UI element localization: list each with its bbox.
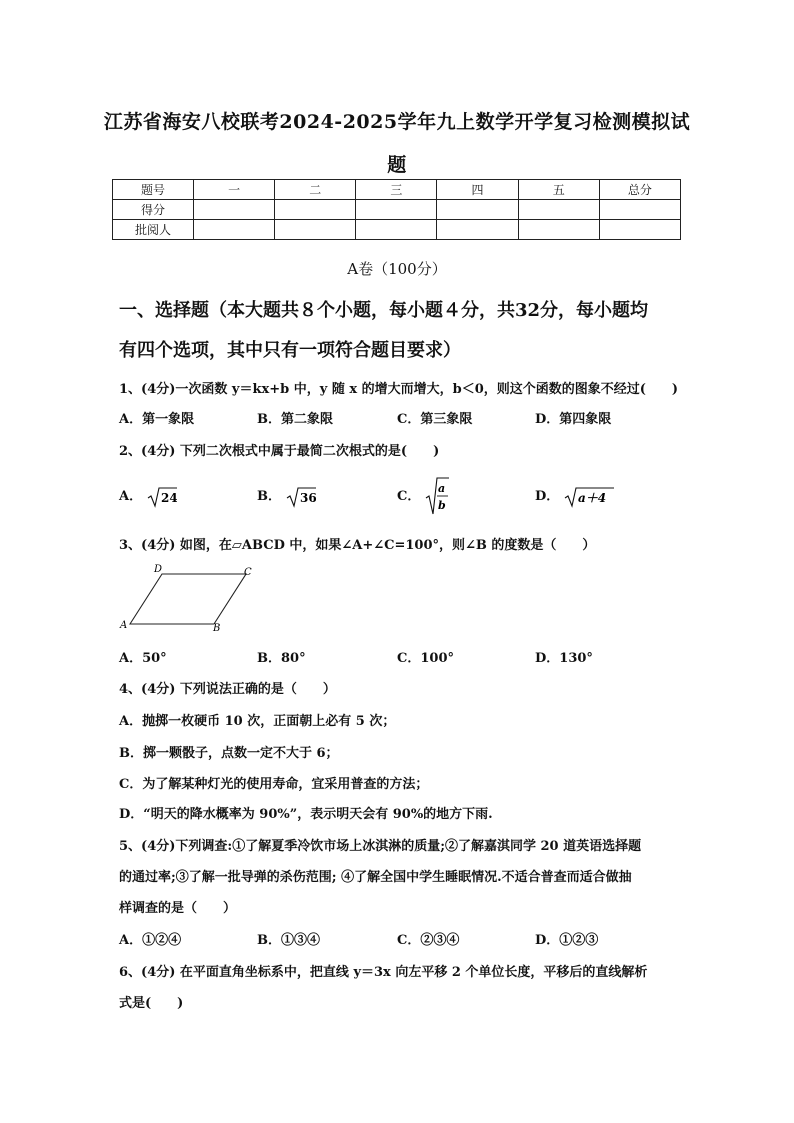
option-label: B． <box>257 489 281 504</box>
score-row-label: 批阅人 <box>113 220 194 240</box>
parallelogram-figure <box>118 560 258 634</box>
score-cell <box>437 200 518 220</box>
option-c: C．②③④ <box>397 933 460 948</box>
radicand: 36 <box>299 490 316 505</box>
radical-sign-icon <box>564 486 614 508</box>
volume-heading: A卷（100分） <box>347 260 447 278</box>
question-5-stem-line3: 样调查的是（ ） <box>119 901 237 916</box>
score-cell <box>518 220 599 240</box>
option-label: C． <box>397 489 421 504</box>
radical-sign-icon <box>286 486 316 508</box>
question-4-stem: 4、(4分) 下列说法正确的是（ ） <box>119 682 336 697</box>
option-label: A． <box>119 489 143 504</box>
option-a: A．第一象限 <box>119 412 195 427</box>
question-2-stem: 2、(4分) 下列二次根式中属于最简二次根式的是( ) <box>119 444 440 459</box>
option-c: C．100° <box>397 651 454 666</box>
section-heading-line2: 有四个选项，其中只有一项符合题目要求） <box>119 340 461 361</box>
question-5-options <box>119 929 679 951</box>
question-3-stem: 3、(4分) 如图，在▱ABCD 中，如果∠A+∠C=100°，则∠B 的度数是（ ） <box>119 538 596 553</box>
option-a <box>119 485 177 508</box>
option-d <box>535 485 614 508</box>
exam-title-line2: 题 <box>387 154 407 176</box>
option-b: B．第二象限 <box>257 412 333 427</box>
question-6-stem-line1: 6、(4分) 在平面直角坐标系中，把直线 y＝3x 向左平移 2 个单位长度，平移后的直线解析 <box>119 965 648 980</box>
vertex-label-a: A <box>120 620 128 631</box>
option-b: B．①③④ <box>257 933 320 948</box>
score-cell <box>518 200 599 220</box>
option-c <box>397 476 449 516</box>
score-header-cell: 总分 <box>599 180 680 200</box>
score-header-cell: 题号 <box>113 180 194 200</box>
score-cell <box>194 220 275 240</box>
score-cell <box>275 220 356 240</box>
score-table-row <box>113 200 681 220</box>
radicand: a＋4 <box>577 490 606 505</box>
score-cell <box>599 200 680 220</box>
numerator: a <box>437 482 446 495</box>
option-label: D． <box>535 489 560 504</box>
option-d: D．第四象限 <box>535 412 612 427</box>
score-cell <box>194 200 275 220</box>
score-table <box>112 179 681 240</box>
vertex-label-d: D <box>154 564 163 575</box>
exam-title-line1: 江苏省海安八校联考2024-2025学年九上数学开学复习检测模拟试 <box>103 111 691 133</box>
question-5-stem-line2: 的通过率;③了解一批导弹的杀伤范围; ④了解全国中学生睡眠情况.不适合普查而适合做抽 <box>119 870 632 885</box>
radical-sign-icon <box>147 486 177 508</box>
denominator: b <box>437 499 446 512</box>
score-table-row <box>113 220 681 240</box>
option-b <box>257 485 316 508</box>
score-row-label: 得分 <box>113 200 194 220</box>
option-d: D．①②③ <box>535 933 599 948</box>
vertex-label-b: B <box>213 623 221 634</box>
question-3-options <box>119 647 679 669</box>
score-header-cell: 二 <box>275 180 356 200</box>
score-table-header-row <box>113 180 681 200</box>
option-d: D．130° <box>535 651 593 666</box>
question-1-options <box>119 408 679 430</box>
section-heading-line1: 一、选择题（本大题共８个小题，每小题４分，共32分，每小题均 <box>119 300 649 321</box>
option-c: C．第三象限 <box>397 412 473 427</box>
question-6-stem-line2: 式是( ) <box>119 996 184 1011</box>
vertex-label-c: C <box>244 567 252 578</box>
score-cell <box>356 220 437 240</box>
question-4-option-c: C．为了解某种灯光的使用寿命，宜采用普查的方法； <box>119 777 429 792</box>
question-1-stem: 1、(4分)一次函数 y＝kx+b 中，y 随 x 的增大而增大，b＜0，则这个函数的图象不经过( ) <box>119 382 679 397</box>
score-cell <box>599 220 680 240</box>
question-4-option-d: D．“明天的降水概率为 90%”，表示明天会有 90%的地方下雨. <box>119 807 493 822</box>
question-4-option-b: B．掷一颗骰子，点数一定不大于 6； <box>119 746 339 761</box>
score-cell <box>437 220 518 240</box>
option-a: A．①②④ <box>119 933 182 948</box>
score-header-cell: 一 <box>194 180 275 200</box>
option-a: A．50° <box>119 651 167 666</box>
question-4-option-a: A．抛掷一枚硬币 10 次，正面朝上必有 5 次； <box>119 714 396 729</box>
score-cell <box>275 200 356 220</box>
radicand: 24 <box>160 490 177 505</box>
score-cell <box>356 200 437 220</box>
score-header-cell: 四 <box>437 180 518 200</box>
parallelogram-shape <box>130 574 246 624</box>
score-header-cell: 三 <box>356 180 437 200</box>
question-2-options <box>119 476 679 516</box>
question-5-stem-line1: 5、(4分)下列调查:①了解夏季冷饮市场上冰淇淋的质量;②了解嘉淇同学 20 道英语选择题 <box>119 839 642 854</box>
radical-fraction-icon <box>425 476 449 516</box>
option-b: B．80° <box>257 651 306 666</box>
score-header-cell: 五 <box>518 180 599 200</box>
